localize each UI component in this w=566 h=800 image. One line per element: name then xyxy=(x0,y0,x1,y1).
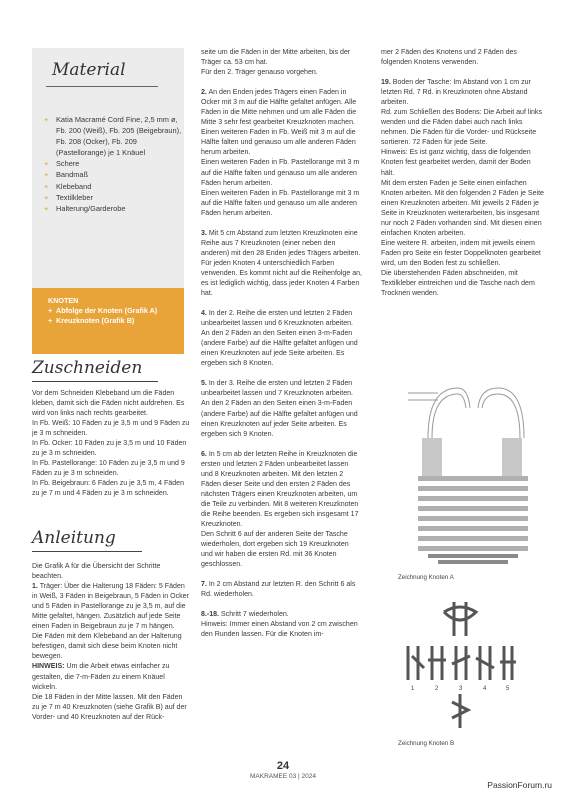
knoten-title: KNOTEN xyxy=(48,296,79,305)
material-list xyxy=(44,114,182,214)
step-paragraph: 6. In 5 cm ab der letzten Reihe in Kreuzknoten die ersten und letzten 2 Fäden unbearbeitet lassen und 8 Kreuzknoten arbeiten. Mit den letzten 2 Fäden dieser Seite und den ersten 2 Fäden des nächsten Trägers einen Kreuzknoten arbeiten, um die Teile zu verbinden. Mit 8 weiteren Kreuzknoten die Reihe beenden. Es ergeben sich insgesamt 17 Kreuzknoten. xyxy=(201,450,359,528)
knot-diagram-b xyxy=(404,598,516,730)
magazine-issue: MAKRAMEE 03 | 2024 xyxy=(250,773,316,780)
step-number: 19. xyxy=(381,79,391,87)
step-label-2: 2 xyxy=(435,686,439,692)
caption-b: Zeichnung Knoten B xyxy=(398,740,455,747)
step-paragraph: 19. Boden der Tasche: Im Abstand von 1 cm zur letzten Rd. 7 Rd. in Kreuzknoten ohne Abstand arbeiten. xyxy=(381,79,531,107)
column-2-text xyxy=(201,48,362,640)
paragraph: Hinweis: Immer einen Abstand von 2 cm zwischen den Runden lassen. Für die Knoten im- xyxy=(201,621,358,639)
knoten-item: + Kreuzknoten (Grafik B) xyxy=(48,316,180,326)
step-paragraph: 3. Mit 5 cm Abstand zum letzten Kreuzknoten eine Reihe aus 7 Kreuzknoten (einer neben den anderen) mit den 28 Enden jedes Trägers arbeiten. Für jeden Knoten 4 unterschiedlich Farben verwenden. Es kommt nicht auf die Reihenfolge an, es ist lediglich wichtig, dass jeder Knoten 4 Farben hat. xyxy=(201,229,362,298)
step-label-1: 1 xyxy=(411,686,415,692)
step-number: 4. xyxy=(201,310,207,318)
paragraph: Einen weiteren Faden in Fb. Pastellorange mit 3 m auf die Hälfte falten und genauso um alle anderen Fäden herum arbeiten. xyxy=(201,189,360,217)
caption-a: Zeichnung Knoten A xyxy=(398,574,454,581)
anleitung-title: Anleitung xyxy=(32,528,116,548)
paragraph: In Fb. Weiß: 10 Fäden zu je 3,5 m und 9 Fäden zu je 3 m schneiden. xyxy=(32,420,190,438)
material-title: Material xyxy=(52,60,126,80)
paragraph: Hinweis: Es ist ganz wichtig, dass die folgenden Knoten fest gearbeitet werden, damit der Boden hält. xyxy=(381,149,531,177)
paragraph: Die Fäden mit dem Klebeband an der Halterung befestigen, damit sich diese beim Knoten nicht bewegen. xyxy=(32,633,182,661)
paragraph: Rd. zum Schließen des Bodens: Die Arbeit auf links wenden und die Fäden dabei auch nach links nehmen. Die Fäden für die Vorder- und Rückseite sortieren. 72 Fäden für jede Seite. xyxy=(381,109,542,147)
page-footer xyxy=(0,760,566,780)
paragraph: mer 2 Fäden des Knotens und 2 Fäden des folgenden Knotens verwenden. xyxy=(381,49,517,67)
zuschneiden-text xyxy=(32,389,190,500)
step-paragraph: 7. In 2 cm Abstand zur letzten R. den Schritt 6 als Rd. wiederholen. xyxy=(201,581,356,599)
paragraph: Die 18 Fäden in der Mitte lassen. Mit den Fäden zu je 7 m 40 Kreuzknoten (siehe Grafik B) auf der Vorder- und 40 Kreuzknoten auf der Rück- xyxy=(32,693,187,721)
paragraph: Vor dem Schneiden Klebeband um die Fäden kleben, damit sich die Fäden nicht aufdrehen. Es wird von links nach rechts gearbeitet. xyxy=(32,390,185,418)
material-title-rule xyxy=(46,86,158,87)
paragraph: Für den 2. Träger genauso vorgehen. xyxy=(201,69,318,77)
knot-diagram-a xyxy=(398,378,548,568)
paragraph: Mit dem ersten Faden je Seite einen einfachen Knoten arbeiten. Mit den folgenden 2 Fäden je Seite einen Kreuzknoten arbeiten. Mit jeweils 2 Fäden je Seite in Kreuzknoten weiterarbeiten, bis insgesamt nur noch 2 Fäden vorhanden sind. Mit diesen einen einfachen Knoten arbeiten. xyxy=(381,179,544,237)
zuschneiden-title: Zuschneiden xyxy=(32,358,143,378)
step-label-4: 4 xyxy=(483,686,487,692)
hinweis-paragraph: HINWEIS: Um die Arbeit etwas einfacher zu gestalten, die 7-m-Fäden zu einem Knäuel wickeln. xyxy=(32,663,170,691)
paragraph: An den 2 Fäden an den Seiten einen 3-m-Faden (andere Farbe) auf die Hälfte gefaltet anfügen und einen Kreuzknoten auf jeder Seite arbeiten. Es ergeben sich 9 Knoten. xyxy=(201,400,358,438)
hinweis-label: HINWEIS: xyxy=(32,663,65,671)
column-3-text xyxy=(381,48,544,299)
step-label-5: 5 xyxy=(506,686,510,692)
paragraph: Einen weiteren Faden in Fb. Pastellorange mit 3 m auf die Hälfte falten und genauso um alle anderen Fäden herum arbeiten. xyxy=(201,159,360,187)
material-item: + Klebeband xyxy=(44,181,182,192)
paragraph: Die überstehenden Fäden abschneiden, mit Textilkleber eintreichen und die Tasche nach dem Trocknen wenden. xyxy=(381,269,535,298)
anleitung-text xyxy=(32,562,190,723)
knoten-box xyxy=(32,288,184,354)
step-number: 7. xyxy=(201,581,207,589)
step-paragraph: 1. Träger: Über die Halterung 18 Fäden: 5 Fäden in Weiß, 3 Fäden in Beigebraun, 5 Fäden in Ocker und 5 Fäden in Pastellorange zu je 3,5 m, auf die Mitte gefaltet, hängen. Zusätzlich auf jede Seite einen Faden in Beigebraun zu je 7 m hängen. xyxy=(32,583,189,631)
paragraph: In Fb. Beigebraun: 6 Fäden zu je 3,5 m, 4 Fäden zu je 7 m und 4 Fäden zu je 3 m schneiden. xyxy=(32,480,184,498)
material-item: + Halterung/Garderobe xyxy=(44,203,182,214)
paragraph: Eine weitere R. arbeiten, indem mit jeweils einem Faden pro Seite ein fester Doppelknoten gearbeitet wird, um den Boden fest zu schließen. xyxy=(381,239,541,267)
paragraph: Die Grafik A für die Übersicht der Schritte beachten. xyxy=(32,563,161,581)
step-paragraph: 4. In der 2. Reihe die ersten und letzten 2 Fäden unbearbeitet lassen und 6 Kreuzknoten arbeiten. xyxy=(201,310,354,328)
zuschneiden-rule xyxy=(32,381,158,382)
step-paragraph: 5. In der 3. Reihe die ersten und letzten 2 Fäden unbearbeitet lassen und 7 Kreuzknoten arbeiten. xyxy=(201,380,354,398)
page-number: 24 xyxy=(276,760,290,772)
paragraph: Den Schritt 6 auf der anderen Seite der Tasche wiederholen, dort ergeben sich 19 Kreuzknoten und wir haben die ersten Rd. mit 36 Knoten geschlossen. xyxy=(201,531,349,569)
step-number: 2. xyxy=(201,89,207,97)
step-number: 3. xyxy=(201,229,207,237)
paragraph: In Fb. Ocker: 10 Fäden zu je 3,5 m und 10 Fäden zu je 3 m schneiden. xyxy=(32,440,187,458)
step-number: 5. xyxy=(201,380,207,388)
watermark: PassionForum.ru xyxy=(487,780,552,790)
step-paragraph: 2. An den Enden jedes Trägers einen Faden in Ocker mit 3 m auf die Hälfte gefaltet anfügen. Alle Fäden in die Mitte nehmen und um alle Fäden die Mitte 3 sehr fest gearbeitet Kreuzknoten machen. Einen weiteren Faden in Fb. Weiß mit 3 m auf die Hälfte falten und genauso um alle anderen Fäden herum arbeiten. xyxy=(201,89,357,157)
step-number: 1. xyxy=(32,583,38,591)
material-item: + Katia Macramé Cord Fine, 2,5 mm ø, Fb. 200 (Weiß), Fb. 205 (Beigebraun), Fb. 208 (Ocker), Fb. 209 (Pastellorange) je 1 Knäuel xyxy=(44,114,182,158)
paragraph: An den 2 Fäden an den Seiten einen 3-m-Faden (andere Farbe) auf die Hälfte gefaltet anfügen und einen Kreuzknoten auf jede Seite arbeiten. Es ergeben sich 8 Knoten. xyxy=(201,330,358,368)
paragraph: seite um die Fäden in der Mitte arbeiten, bis der Träger ca. 53 cm hat. xyxy=(201,49,351,67)
material-item: + Bandmaß xyxy=(44,169,182,180)
material-box xyxy=(32,48,184,288)
step-number: 6. xyxy=(201,450,207,458)
step-label-3: 3 xyxy=(459,686,463,692)
material-item: + Schere xyxy=(44,158,182,169)
step-paragraph: 8.-18. Schritt 7 wiederholen. xyxy=(201,611,289,619)
material-item: + Textilkleber xyxy=(44,192,182,203)
anleitung-rule xyxy=(32,551,142,552)
paragraph: In Fb. Pastellorange: 10 Fäden zu je 3,5 m und 9 Fäden zu je 3 m schneiden. xyxy=(32,460,185,478)
knoten-item: + Abfolge der Knoten (Grafik A) xyxy=(48,306,180,316)
step-number: 8.-18. xyxy=(201,611,220,619)
